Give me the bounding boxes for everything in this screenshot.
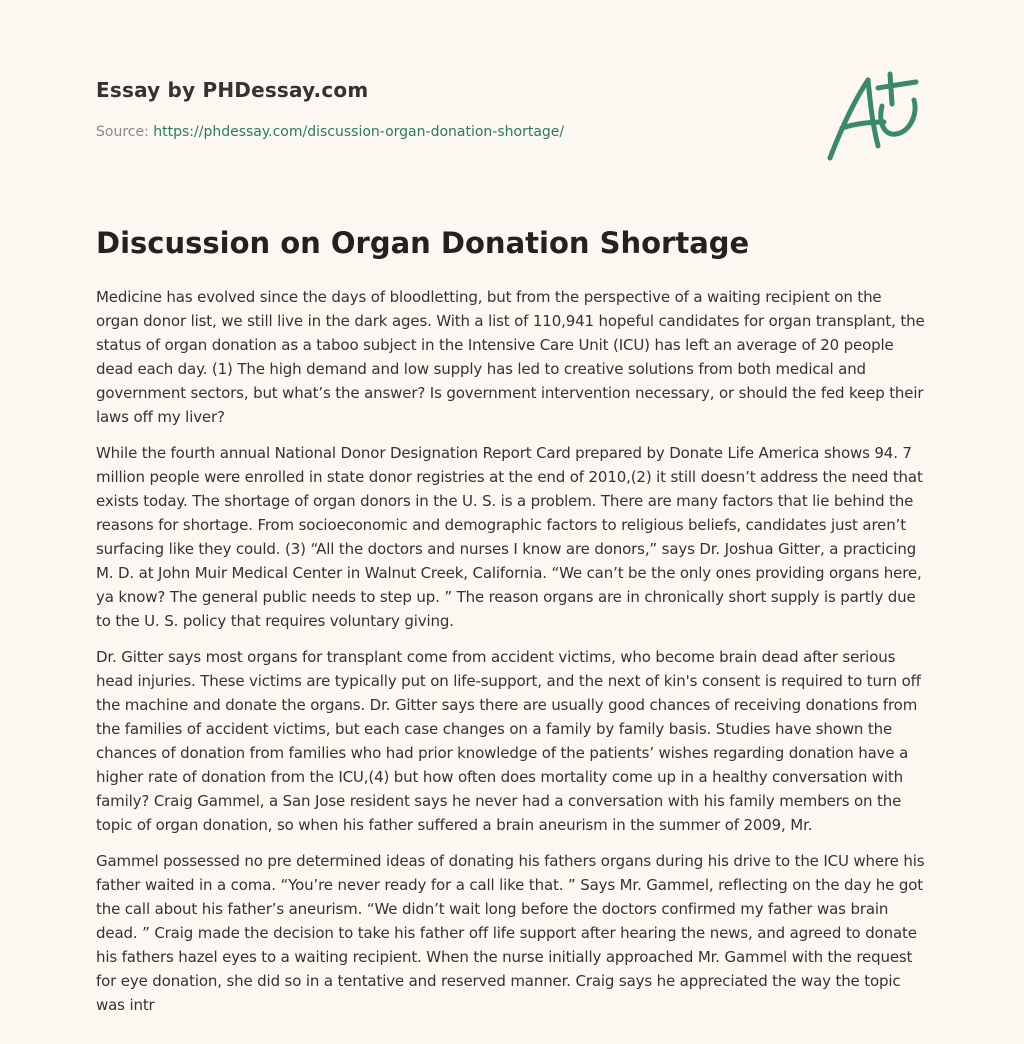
a-plus-grade-icon (820, 66, 928, 166)
paragraph: While the fourth annual National Donor Designation Report Card prepared by Donate Life America shows 94. 7 million people were enrolled in state donor registries at the end of 2010,(2) it still doesn’t address the need that exists today. The shortage of organ donors in the U. S. is a problem. There are many factors that lie behind the reasons for shortage. From socioeconomic and demographic factors to religious beliefs, candidates just aren’t surfacing like they could. (3) “All the doctors and nurses I know are donors,” says Dr. Joshua Gitter, a practicing M. D. at John Muir Medical Center in Walnut Creek, California. “We can’t be the only ones providing organs here, ya know? The general public needs to step up. ” The reason organs are in chronically short supply is partly due to the U. S. policy that requires voluntary giving. (96, 444, 923, 630)
source-line (96, 124, 564, 140)
site-brand: Essay by PHDessay.com (96, 78, 369, 102)
article-title: Discussion on Organ Donation Shortage (96, 226, 750, 260)
source-label: Source: (96, 124, 149, 140)
paragraph: Medicine has evolved since the days of bloodletting, but from the perspective of a waiting recipient on the organ donor list, we still live in the dark ages. With a list of 110,941 hopeful candidates for organ transplant, the status of organ donation as a taboo subject in the Intensive Care Unit (ICU) has left an average of 20 people dead each day. (1) The high demand and low supply has led to creative solutions from both medical and government sectors, but what’s the answer? Is government intervention necessary, or should the fed keep their laws off my liver? (96, 288, 925, 426)
article-body (96, 285, 928, 1029)
source-link[interactable]: https://phdessay.com/discussion-organ-donation-shortage/ (153, 124, 565, 140)
paragraph: Gammel possessed no pre determined ideas of donating his fathers organs during his drive to the ICU where his father waited in a coma. “You’re never ready for a call like that. ” Says Mr. Gammel, reflecting on the day he got the call about his father’s aneurism. “We didn’t wait long before the doctors confirmed my father was brain dead. ” Craig made the decision to take his father off life support after hearing the news, and agreed to donate his fathers hazel eyes to a waiting recipient. When the nurse initially approached Mr. Gammel with the request for eye donation, she did so in a tentative and reserved manner. Craig says he appreciated the way the topic was intr (96, 852, 925, 1014)
paragraph: Dr. Gitter says most organs for transplant come from accident victims, who become brain dead after serious head injuries. These victims are typically put on life-support, and the next of kin's consent is required to turn off the machine and donate the organs. Dr. Gitter says there are usually good chances of receiving donations from the families of accident victims, but each case changes on a family by family basis. Studies have shown the chances of donation from families who had prior knowledge of the patients’ wishes regarding donation have a higher rate of donation from the ICU,(4) but how often does mortality come up in a healthy conversation with family? Craig Gammel, a San Jose resident says he never had a conversation with his family members on the topic of organ donation, so when his father suffered a brain aneurism in the summer of 2009, Mr. (96, 648, 921, 834)
